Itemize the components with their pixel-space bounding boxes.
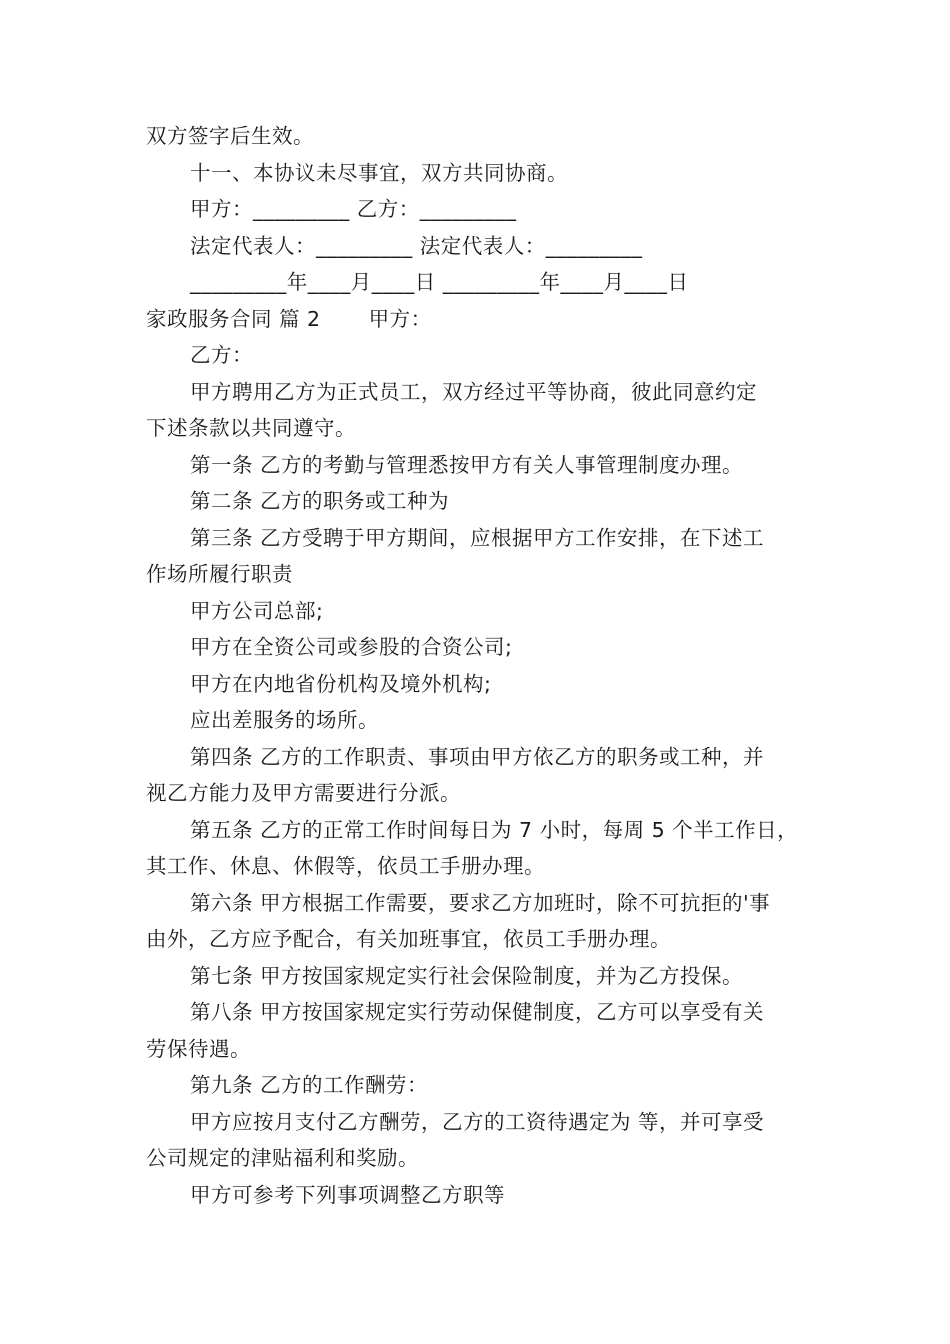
line-text: 第四条 乙方的工作职责、事项由甲方依乙方的职务或工种，并 (190, 744, 765, 769)
line-text: 公司规定的津贴福利和奖励。 (146, 1146, 419, 1170)
line-text: 作场所履行职责 (146, 562, 293, 586)
document-line (146, 374, 826, 411)
line-text: 十一、本协议未尽事宜，双方共同协商。 (190, 160, 568, 185)
document-line (146, 264, 826, 301)
line-text: 视乙方能力及甲方需要进行分派。 (146, 781, 461, 805)
line-text: 家政服务合同 篇 2 (146, 306, 321, 331)
document-line (146, 958, 826, 995)
document-line (146, 1140, 826, 1177)
line-text: 第六条 甲方根据工作需要，要求乙方加班时，除不可抗拒的'事 (190, 890, 771, 915)
document-line (146, 556, 826, 593)
line-text: 甲方公司总部; (190, 598, 324, 623)
line-text: 甲方聘用乙方为正式员工，双方经过平等协商，彼此同意约定 (190, 379, 757, 404)
document-line (146, 301, 826, 338)
document-body (146, 118, 826, 1213)
document-line (146, 702, 826, 739)
document-line (146, 118, 826, 155)
document-line (146, 228, 826, 265)
line-text: 第五条 乙方的正常工作时间每日为 7 小时，每周 5 个半工作日， (190, 817, 799, 842)
document-line (146, 775, 826, 812)
line-text: 甲方应按月支付乙方酬劳，乙方的工资待遇定为 等，并可享受 (190, 1109, 765, 1134)
document-line (146, 1067, 826, 1104)
line-text: 法定代表人：_________ 法定代表人：_________ (190, 233, 643, 258)
line-text: 第一条 乙方的考勤与管理悉按甲方有关人事管理制度办理。 (190, 452, 744, 477)
line-text: 甲方可参考下列事项调整乙方职等 (190, 1182, 505, 1207)
document-line (146, 921, 826, 958)
document-line (146, 739, 826, 776)
document-line (146, 593, 826, 630)
document-line (146, 848, 826, 885)
document-line (146, 1104, 826, 1141)
document-line (146, 1177, 826, 1214)
document-line (146, 629, 826, 666)
line-text: 乙方： (190, 343, 253, 367)
line-text: 劳保待遇。 (146, 1036, 251, 1061)
line-text: 甲方在内地省份机构及境外机构; (190, 671, 492, 696)
line-text-after: 甲方： (368, 306, 432, 331)
document-line (146, 666, 826, 703)
document-line (146, 155, 826, 192)
document-line (146, 994, 826, 1031)
line-text: 甲方：_________ 乙方：_________ (190, 197, 517, 221)
line-text: 下述条款以共同遵守。 (146, 416, 356, 440)
document-line (146, 191, 826, 228)
line-text: 其工作、休息、休假等，依员工手册办理。 (146, 854, 545, 878)
document-line (146, 447, 826, 484)
document-line (146, 520, 826, 557)
document-line (146, 410, 826, 447)
line-text: 第二条 乙方的职务或工种为 (190, 489, 450, 513)
document-line (146, 483, 826, 520)
line-text: 第七条 甲方按国家规定实行社会保险制度，并为乙方投保。 (190, 963, 744, 988)
document-line (146, 885, 826, 922)
line-text: 第三条 乙方受聘于甲方期间，应根据甲方工作安排，在下述工 (190, 525, 765, 550)
line-text: 由外，乙方应予配合，有关加班事宜，依员工手册办理。 (146, 927, 671, 951)
line-text: 第九条 乙方的工作酬劳： (190, 1073, 429, 1097)
document-line (146, 812, 826, 849)
document-line (146, 337, 826, 374)
line-text: 双方签字后生效。 (146, 124, 314, 148)
line-text: 应出差服务的场所。 (190, 708, 379, 732)
line-text: _________年____月____日 _________年____月____日 (190, 270, 689, 294)
document-line (146, 1031, 826, 1068)
line-text: 第八条 甲方按国家规定实行劳动保健制度，乙方可以享受有关 (190, 1000, 765, 1024)
line-text: 甲方在全资公司或参股的合资公司; (190, 635, 513, 659)
